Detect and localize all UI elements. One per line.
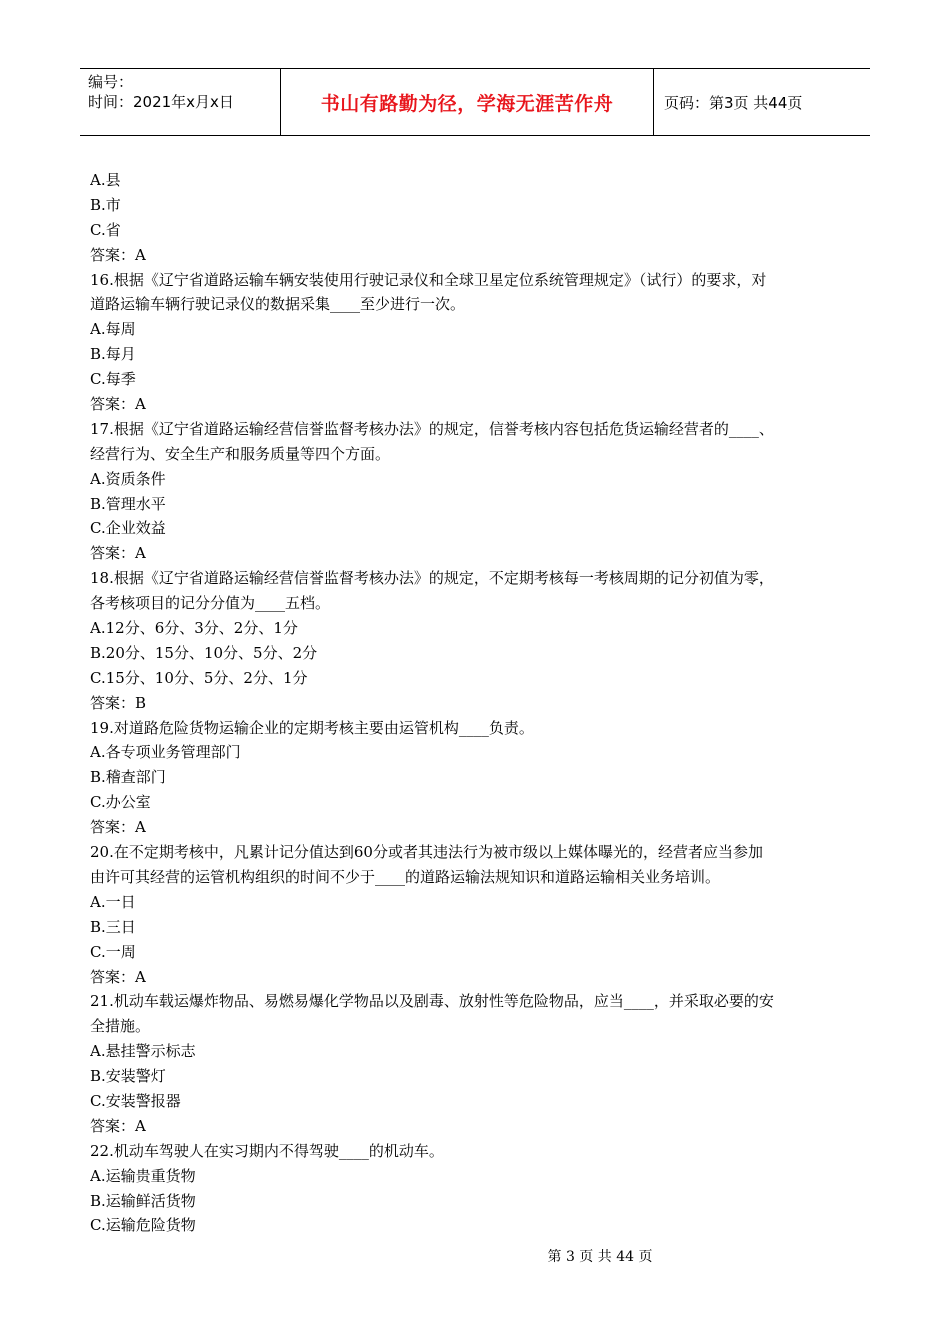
text-line: B.三日 bbox=[90, 917, 136, 936]
text-line: B.稽查部门 bbox=[90, 768, 166, 787]
text-line: A.12分、6分、3分、2分、1分 bbox=[90, 619, 298, 638]
header-motto: 书山有路勤为径，学海无涯苦作舟 bbox=[281, 69, 654, 135]
text-line: A.悬挂警示标志 bbox=[90, 1042, 196, 1061]
text-line: B.管理水平 bbox=[90, 494, 166, 513]
document-number-label: 编号： bbox=[88, 73, 134, 91]
text-line: C.企业效益 bbox=[90, 519, 166, 538]
text-line: B.安装警灯 bbox=[90, 1067, 166, 1086]
header-meta bbox=[80, 69, 281, 135]
text-line: A.一日 bbox=[90, 892, 136, 911]
text-line: 答案：A bbox=[90, 967, 146, 986]
text-line: 各考核项目的记分分值为____五档。 bbox=[90, 594, 331, 613]
text-line: 答案：A bbox=[90, 395, 146, 414]
page-footer: 第 3 页 共 44 页 bbox=[547, 1249, 653, 1265]
text-line: C.每季 bbox=[90, 370, 136, 389]
page-header bbox=[80, 68, 870, 136]
text-line: 16.根据《辽宁省道路运输车辆安装使用行驶记录仪和全球卫星定位系统管理规定》（试行）的要求，对 bbox=[90, 270, 767, 289]
document-time-label: 时间：2021年x月x日 bbox=[88, 93, 234, 111]
text-line: A.运输贵重货物 bbox=[90, 1166, 196, 1185]
text-line: 由许可其经营的运管机构组织的时间不少于____的道路运输法规知识和道路运输相关业务培训。 bbox=[90, 867, 721, 886]
header-page-number: 页码：第3页 共44页 bbox=[664, 93, 803, 112]
text-line: C.15分、10分、5分、2分、1分 bbox=[90, 668, 308, 687]
text-line: 答案：A bbox=[90, 818, 146, 837]
text-line: 道路运输车辆行驶记录仪的数据采集____至少进行一次。 bbox=[90, 295, 466, 314]
text-line: 22.机动车驾驶人在实习期内不得驾驶____的机动车。 bbox=[90, 1141, 444, 1160]
text-line: A.县 bbox=[90, 171, 121, 189]
text-line: C.运输危险货物 bbox=[90, 1216, 196, 1235]
text-line: C.省 bbox=[90, 220, 121, 239]
text-line: B.市 bbox=[90, 195, 121, 214]
text-line: B.运输鲜活货物 bbox=[90, 1191, 196, 1210]
text-line: 经营行为、安全生产和服务质量等四个方面。 bbox=[90, 444, 391, 463]
text-line: 答案：A bbox=[90, 1116, 146, 1135]
text-line: C.一周 bbox=[90, 942, 136, 961]
text-line: 答案：B bbox=[90, 693, 147, 712]
text-line: 21.机动车载运爆炸物品、易燃易爆化学物品以及剧毒、放射性等危险物品，应当____，并采取必要的安 bbox=[90, 992, 774, 1011]
text-line: 18.根据《辽宁省道路运输经营信誉监督考核办法》的规定，不定期考核每一考核周期的记分初值为零， bbox=[90, 569, 774, 588]
text-line: 19.对道路危险货物运输企业的定期考核主要由运管机构____负责。 bbox=[90, 718, 534, 737]
text-line: 17.根据《辽宁省道路运输经营信誉监督考核办法》的规定，信誉考核内容包括危货运输经营者的____、 bbox=[90, 419, 774, 438]
text-line: 全措施。 bbox=[90, 1017, 151, 1036]
text-line: 答案：A bbox=[90, 245, 146, 264]
text-line: B.20分、15分、10分、5分、2分 bbox=[90, 643, 318, 662]
text-line: A.各专项业务管理部门 bbox=[90, 743, 241, 762]
text-line: C.办公室 bbox=[90, 793, 151, 812]
text-line: 答案：A bbox=[90, 544, 146, 563]
text-line: A.资质条件 bbox=[90, 469, 166, 488]
text-line: B.每月 bbox=[90, 345, 136, 364]
text-line: A.每周 bbox=[90, 320, 136, 339]
text-line: C.安装警报器 bbox=[90, 1091, 181, 1110]
document-body bbox=[90, 168, 860, 1238]
text-line: 20.在不定期考核中，凡累计记分值达到60分或者其违法行为被市级以上媒体曝光的，经营者应当参加 bbox=[90, 843, 763, 862]
